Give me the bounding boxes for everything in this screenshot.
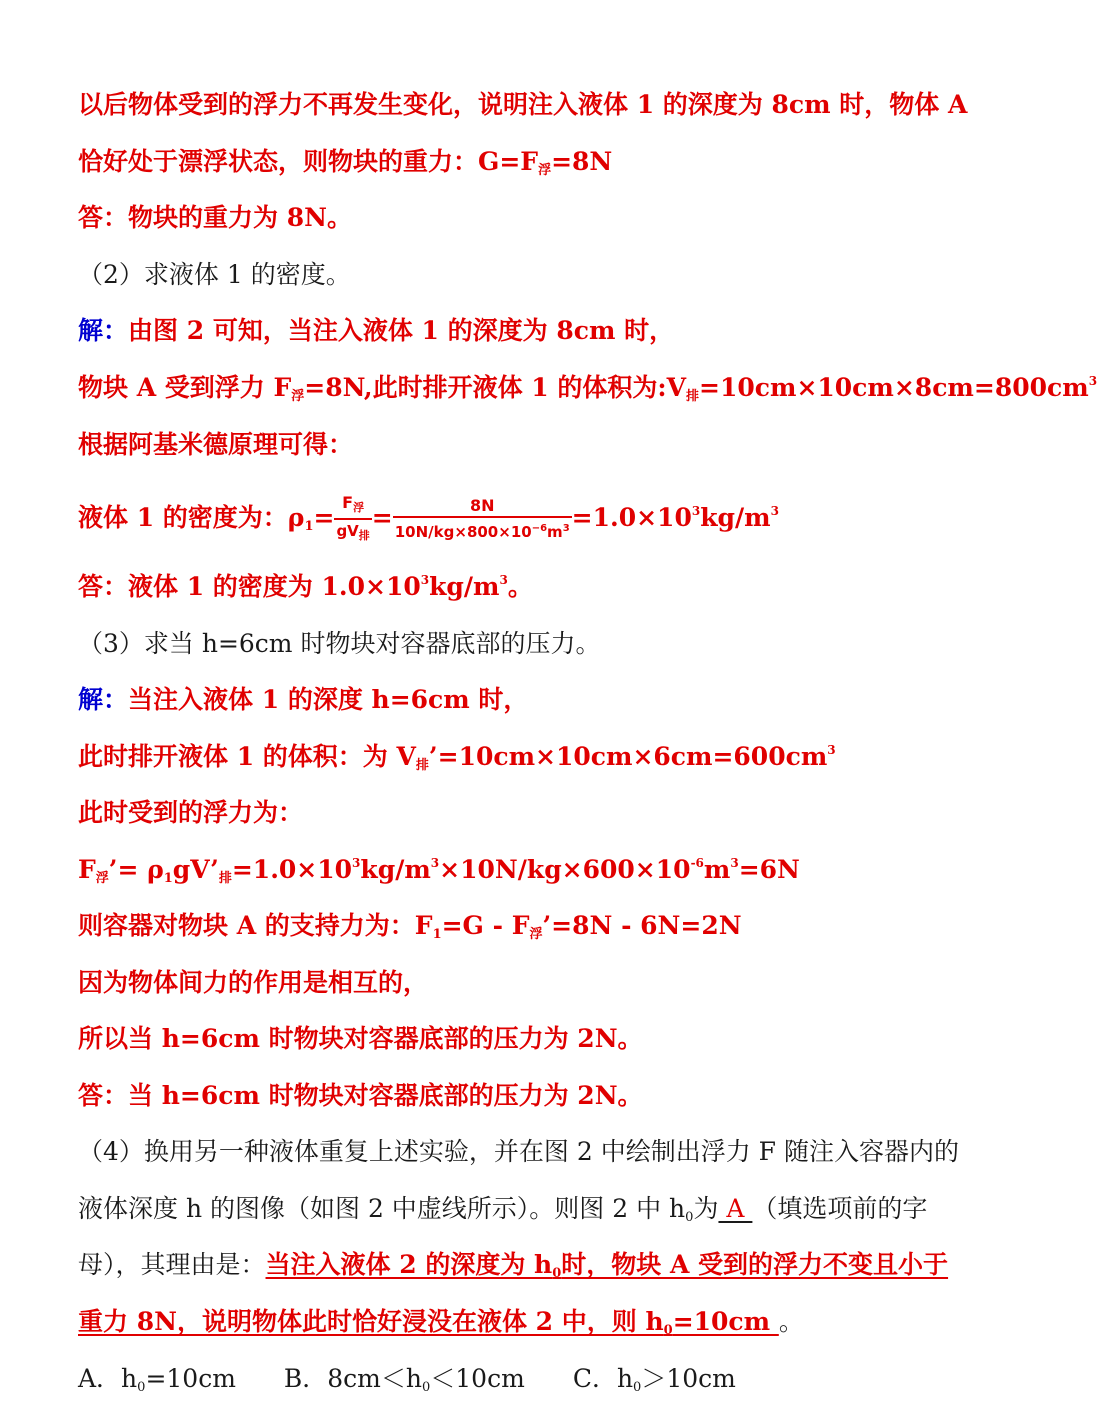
subscript: 浮 <box>529 927 543 942</box>
superscript: 3 <box>1088 374 1097 388</box>
subscript: 0 <box>137 1380 146 1395</box>
question-4-line-4 <box>78 1305 1020 1339</box>
equals: = <box>313 503 335 532</box>
text: 当注入液体 2 的深度为 h <box>265 1250 553 1279</box>
text: =8N <box>551 147 613 176</box>
text: ’= ρ <box>108 855 164 884</box>
superscript: 3 <box>499 573 508 587</box>
subscript: 浮 <box>353 500 365 514</box>
text: ＞10cm <box>641 1364 736 1393</box>
line-buoyancy-calc <box>78 853 1020 887</box>
text: 10N/kg×800×10 <box>394 523 532 541</box>
question-4-line-3 <box>78 1248 1020 1282</box>
text: ＜10cm <box>430 1364 525 1393</box>
question-4-line-2 <box>78 1192 1020 1226</box>
text: 液体 1 的密度为：ρ <box>78 503 305 532</box>
text: ’=8N - 6N=2N <box>542 911 742 940</box>
text: 母），其理由是： <box>78 1250 266 1279</box>
text: kg/m <box>429 572 500 601</box>
superscript: −6 <box>531 523 548 534</box>
text: 8N <box>393 496 572 518</box>
text: =G - F <box>441 911 530 940</box>
text: ×10N/kg×600×10 <box>439 855 691 884</box>
text: （4）换用另一种液体重复上述实验，并在图 2 中绘制出浮力 F 随注入容器内的 <box>78 1137 959 1166</box>
text: m <box>547 523 563 541</box>
solution-2-start <box>78 314 1020 348</box>
text: gV’ <box>172 855 219 884</box>
question-2 <box>78 258 1020 292</box>
text: kg/m <box>700 503 771 532</box>
superscript: 3 <box>730 856 739 870</box>
text: 此时受到的浮力为： <box>78 798 304 827</box>
superscript: 3 <box>770 504 779 518</box>
superscript: 3 <box>827 743 836 757</box>
text: 为 <box>693 1194 719 1223</box>
answer-3 <box>78 1079 1020 1113</box>
subscript: 0 <box>663 1323 673 1338</box>
answer-blank-reason-1 <box>266 1250 949 1279</box>
text: 。 <box>778 1307 804 1336</box>
text: 物块 A 受到浮力 F <box>78 373 292 402</box>
fraction-numeric <box>393 496 572 543</box>
text: 所以当 h=6cm 时物块对容器底部的压力为 2N。 <box>78 1024 643 1053</box>
fraction-f-over-gv <box>334 493 371 547</box>
text: =10cm <box>672 1307 779 1336</box>
line-conclusion-depth <box>78 88 1020 122</box>
text: =6N <box>738 855 800 884</box>
subscript: 排 <box>686 389 700 404</box>
text: C．h <box>572 1364 634 1393</box>
solution-label: 解： <box>78 685 129 714</box>
text: （2）求液体 1 的密度。 <box>78 260 351 289</box>
question-3 <box>78 627 1020 661</box>
superscript: 3 <box>420 573 430 587</box>
superscript: -6 <box>690 856 704 870</box>
subscript: 0 <box>422 1380 431 1395</box>
line-pressure-result <box>78 1022 1020 1056</box>
subscript: 1 <box>163 871 173 886</box>
solution-3-start <box>78 683 1020 717</box>
option-a <box>78 1364 236 1393</box>
line-density-formula <box>78 478 1020 558</box>
text: B．8cm＜h <box>283 1364 422 1393</box>
text: 时，物块 A 受到的浮力不变且小于 <box>561 1250 949 1279</box>
options-row <box>78 1362 1020 1396</box>
answer-1 <box>78 201 1020 235</box>
line-displaced-volume <box>78 371 1097 405</box>
subscript: 排 <box>218 871 232 886</box>
subscript: 0 <box>552 1266 562 1281</box>
solution-label: 解： <box>78 316 129 345</box>
text: 根据阿基米德原理可得： <box>78 430 354 459</box>
text: 答：液体 1 的密度为 1.0×10 <box>78 572 421 601</box>
answer-blank-reason-2 <box>78 1307 779 1336</box>
subscript: 浮 <box>95 871 109 886</box>
text: =1.0×10 <box>571 503 692 532</box>
option-b <box>284 1364 525 1393</box>
line-reaction <box>78 966 1020 1000</box>
text: m <box>703 855 731 884</box>
text: =8N,此时排开液体 1 的体积为:V <box>304 373 687 402</box>
text: gV <box>336 521 359 540</box>
text: 此时排开液体 1 的体积：为 V <box>78 742 416 771</box>
answer-blank-choice: A <box>718 1194 753 1223</box>
text: 液体深度 h 的图像（如图 2 中虚线所示）。则图 2 中 h <box>78 1194 686 1223</box>
text: =10cm×10cm×8cm=800cm <box>699 373 1089 402</box>
subscript: 1 <box>432 927 442 942</box>
text: 则容器对物块 A 的支持力为：F <box>78 911 433 940</box>
subscript: 浮 <box>538 163 552 178</box>
text: A．h <box>78 1364 138 1393</box>
option-c <box>573 1364 736 1393</box>
question-4-line-1 <box>78 1135 1020 1169</box>
text: 当注入液体 1 的深度 h=6cm 时， <box>128 685 529 714</box>
text: 答：物块的重力为 8N。 <box>78 203 352 232</box>
text: 以后物体受到的浮力不再发生变化，说明注入液体 1 的深度为 8cm 时，物体 A <box>78 90 968 119</box>
subscript: 1 <box>304 519 314 534</box>
superscript: 3 <box>691 504 701 518</box>
subscript: 排 <box>358 528 370 542</box>
text: 由图 2 可知，当注入液体 1 的深度为 8cm 时， <box>128 316 675 345</box>
answer-2 <box>78 570 1020 604</box>
text: 答：当 h=6cm 时物块对容器底部的压力为 2N。 <box>78 1081 643 1110</box>
text: ’=10cm×10cm×6cm=600cm <box>428 742 828 771</box>
text: 重力 8N，说明物体此时恰好浸没在液体 2 中，则 h <box>78 1307 664 1336</box>
text: =10cm <box>145 1364 236 1393</box>
line-buoyancy-intro <box>78 796 1020 830</box>
subscript: 0 <box>685 1210 694 1225</box>
subscript: 0 <box>633 1380 642 1395</box>
text: （填选项前的字 <box>752 1194 928 1223</box>
text: （3）求当 h=6cm 时物块对容器底部的压力。 <box>78 629 601 658</box>
text: F <box>78 855 96 884</box>
text: 因为物体间力的作用是相互的， <box>78 968 429 997</box>
line-archimedes <box>78 428 1020 462</box>
text: =1.0×10 <box>231 855 353 884</box>
line-displaced-volume-2 <box>78 740 1020 774</box>
superscript: 3 <box>352 856 361 870</box>
text: F <box>342 492 354 512</box>
equals: = <box>371 503 393 532</box>
superscript: 3 <box>430 856 440 870</box>
subscript: 浮 <box>291 389 305 404</box>
line-support-force <box>78 909 1020 943</box>
text: 。 <box>507 572 533 601</box>
text: 恰好处于漂浮状态，则物块的重力：G=F <box>78 147 539 176</box>
subscript: 排 <box>415 758 429 773</box>
text: kg/m <box>360 855 431 884</box>
line-floating-weight <box>78 145 1020 179</box>
superscript: 3 <box>562 523 570 534</box>
